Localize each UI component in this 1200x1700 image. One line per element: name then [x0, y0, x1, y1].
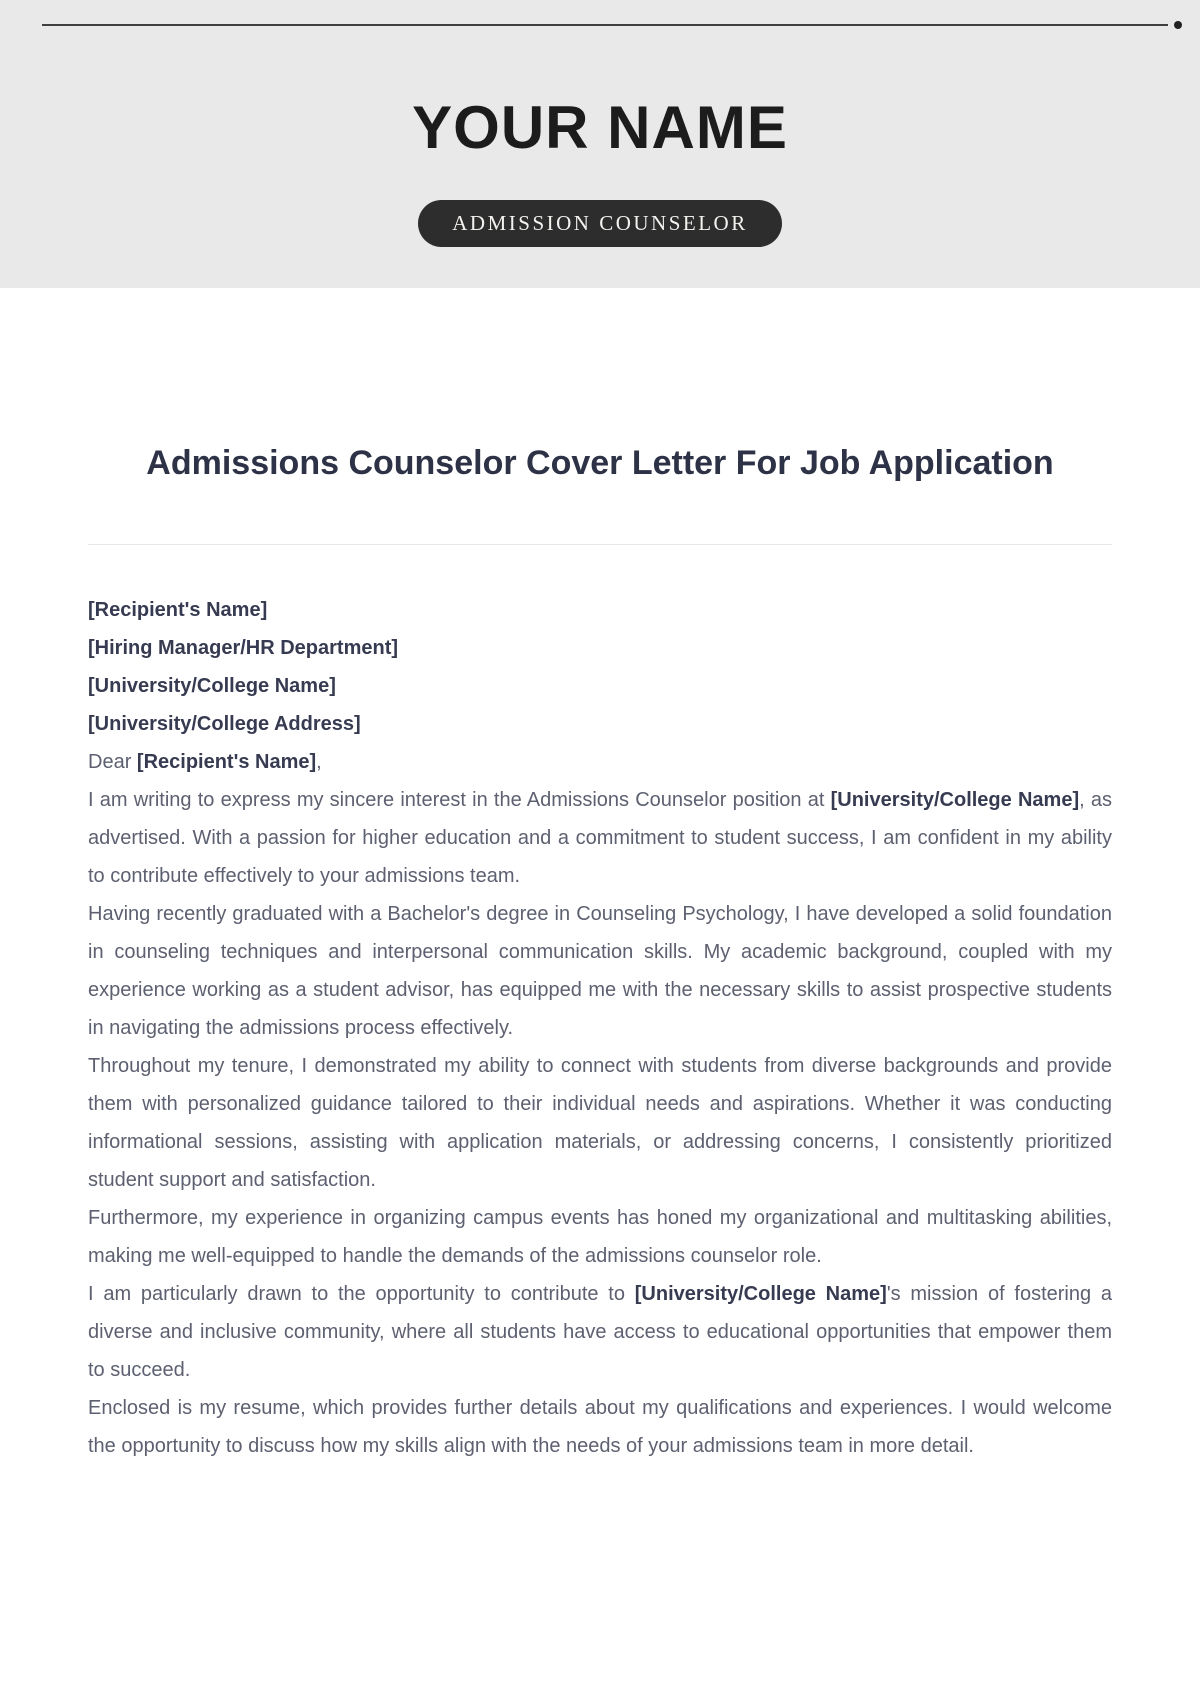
- letterhead: [0, 0, 1200, 288]
- recipient-line: [Recipient's Name]: [88, 599, 268, 621]
- letter-paragraph: [88, 1275, 1112, 1389]
- letter-paragraph: [88, 1389, 1112, 1465]
- cover-letter-title: Admissions Counselor Cover Letter For Job Application: [146, 444, 1054, 482]
- section-divider: [88, 544, 1112, 545]
- decorative-rule: [42, 24, 1168, 26]
- recipient-line: [Hiring Manager/HR Department]: [88, 637, 399, 659]
- letter-paragraph: [88, 781, 1112, 895]
- paragraph-text: , as advertised. With a passion for higher education and a commitment to student success, I am confident in my ability to contribute effectively to your admissions team.: [88, 789, 1112, 887]
- recipient-line: [University/College Address]: [88, 713, 361, 735]
- letter-paragraph: [88, 1047, 1112, 1199]
- paragraph-text: Enclosed is my resume, which provides further details about my qualifications and experiences. I would welcome the opportunity to discuss how my skills align with the needs of your admissions team in more detail.: [88, 1397, 1112, 1457]
- letter-paragraph: [88, 1199, 1112, 1275]
- paragraph-text: I am particularly drawn to the opportunity to contribute to: [88, 1283, 635, 1305]
- paragraph-text: Furthermore, my experience in organizing campus events has honed my organizational and multitasking abilities, making me well-equipped to handle the demands of the admissions counselor role.: [88, 1207, 1112, 1267]
- recipient-line: [University/College Name]: [88, 675, 336, 697]
- placeholder-bold: [University/College Name]: [830, 789, 1080, 811]
- placeholder-bold: [University/College Name]: [634, 1283, 887, 1305]
- your-name: YOUR NAME: [412, 94, 788, 161]
- salutation-recipient-placeholder: [Recipient's Name]: [136, 751, 317, 773]
- letter-paragraph: [88, 895, 1112, 1047]
- paragraph-text: 's mission of fostering a diverse and inclusive community, where all students have access to educational opportunities that empower them to succeed.: [88, 1283, 1112, 1381]
- role-badge: ADMISSION COUNSELOR: [418, 200, 781, 247]
- rule-end-dot: [1174, 21, 1182, 29]
- document-body: [88, 438, 1112, 1465]
- letter-body: [88, 591, 1112, 1465]
- salutation: Dear [Recipient's Name],: [88, 751, 322, 773]
- paragraph-text: Having recently graduated with a Bachelor's degree in Counseling Psychology, I have developed a solid foundation in counseling techniques and interpersonal communication skills. My academic background, coupled with my experience working as a student advisor, has equipped me with the necessary skills to assist prospective students in navigating the admissions process effectively.: [88, 903, 1112, 1039]
- paragraph-text: Throughout my tenure, I demonstrated my ability to connect with students from diverse backgrounds and provide them with personalized guidance tailored to their individual needs and aspirations. Whether it was conducting informational sessions, assisting with application materials, or addressing concerns, I consistently prioritized student support and satisfaction.: [88, 1055, 1112, 1191]
- paragraph-text: I am writing to express my sincere interest in the Admissions Counselor position at: [88, 789, 831, 811]
